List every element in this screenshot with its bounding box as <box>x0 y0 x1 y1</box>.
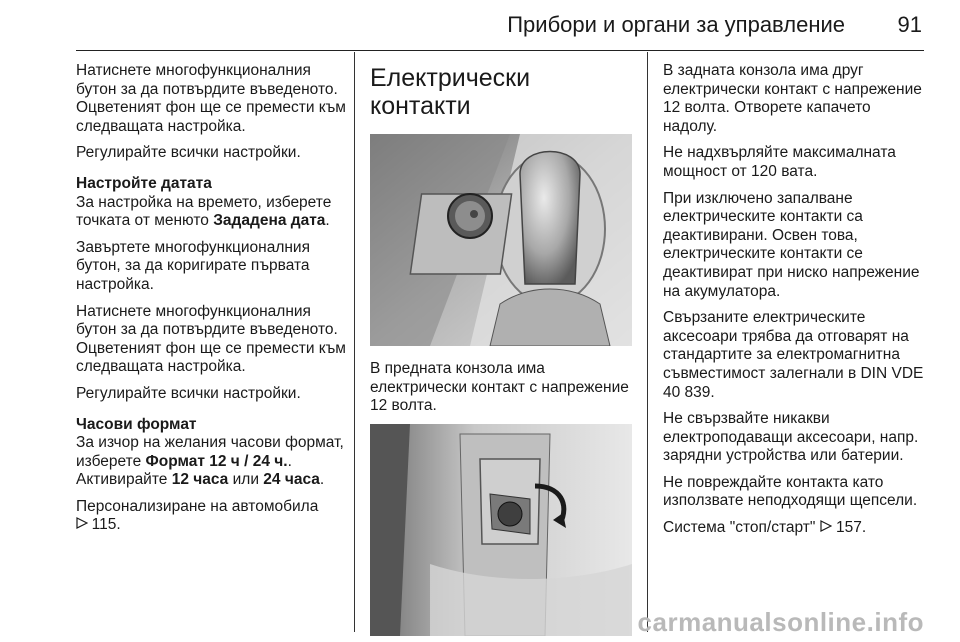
column-divider <box>354 52 355 632</box>
column-middle <box>370 62 632 636</box>
paragraph: Регулирайте всички настройки. <box>76 384 301 402</box>
paragraph: Завъртете многофункционалния бутон, за да коригирате първата настройка. <box>76 238 310 293</box>
section-title: Електрически контакти <box>370 64 531 120</box>
paragraph: В задната конзола има друг електрически контакт с напрежение 12 волта. Отворете капачето надолу. <box>663 62 922 135</box>
page-number: 91 <box>897 12 922 37</box>
column-left <box>76 62 346 543</box>
chapter-title: Прибори и органи за управление <box>507 12 845 37</box>
column-right <box>663 62 928 546</box>
front-console-socket-image <box>370 134 632 346</box>
page-reference-link[interactable]: 157. <box>836 519 867 537</box>
column-divider <box>647 52 648 632</box>
reference-arrow-icon <box>76 517 92 532</box>
paragraph: Персонализиране на автомобила 115. <box>76 497 319 534</box>
paragraph: Не свързвайте никакви електроподаващи аксесоари, напр. зарядни устройства или батерии. <box>663 410 919 465</box>
paragraph: Система "стоп/старт" 157. <box>663 519 867 537</box>
page-reference-link[interactable]: 115. <box>91 516 121 534</box>
paragraph: Регулирайте всички настройки. <box>76 144 301 162</box>
subheading-date: Настройте датата <box>76 174 212 192</box>
paragraph: Натиснете многофункционалния бутон за да потвърдите въведеното. Оцветеният фон ще се премести към следващата настройка. <box>76 302 346 376</box>
paragraph: При изключено запалване електрическите контакти са деактивирани. Освен това, електрическите контакти се деактивират при ниско напрежение на акумулатора. <box>663 189 920 300</box>
watermark: carmanualsonline.info <box>637 607 924 637</box>
paragraph: За изчор на желания часови формат, изберете Формат 12 ч / 24 ч.. Активирайте 12 часа или 24 часа. <box>76 434 344 489</box>
reference-arrow-icon <box>820 520 832 535</box>
rear-console-socket-image <box>370 424 632 636</box>
subheading-clock-format: Часови формат <box>76 415 197 433</box>
header-rule <box>76 50 924 51</box>
paragraph: Натиснете многофункционалния бутон за да потвърдите въведеното. Оцветеният фон ще се премести към следващата настройка. <box>76 62 346 135</box>
paragraph: Свързаните електрическите аксесоари трябва да отговарят на стандартите за електромагнитна съвместимост залегнали в DIN VDE 40 839. <box>663 309 924 401</box>
paragraph: Не повреждайте контакта като използвате неподходящи щепсели. <box>663 473 918 510</box>
image-caption: В предната конзола има електрически контакт с напрежение 12 волта. <box>370 360 629 415</box>
menu-item-ref: Зададена дата <box>213 212 326 230</box>
paragraph: Не надхвърляйте максималната мощност от 120 вата. <box>663 144 896 180</box>
paragraph: За настройка на времето, изберете точката от менюто Зададена дата. <box>76 193 332 230</box>
